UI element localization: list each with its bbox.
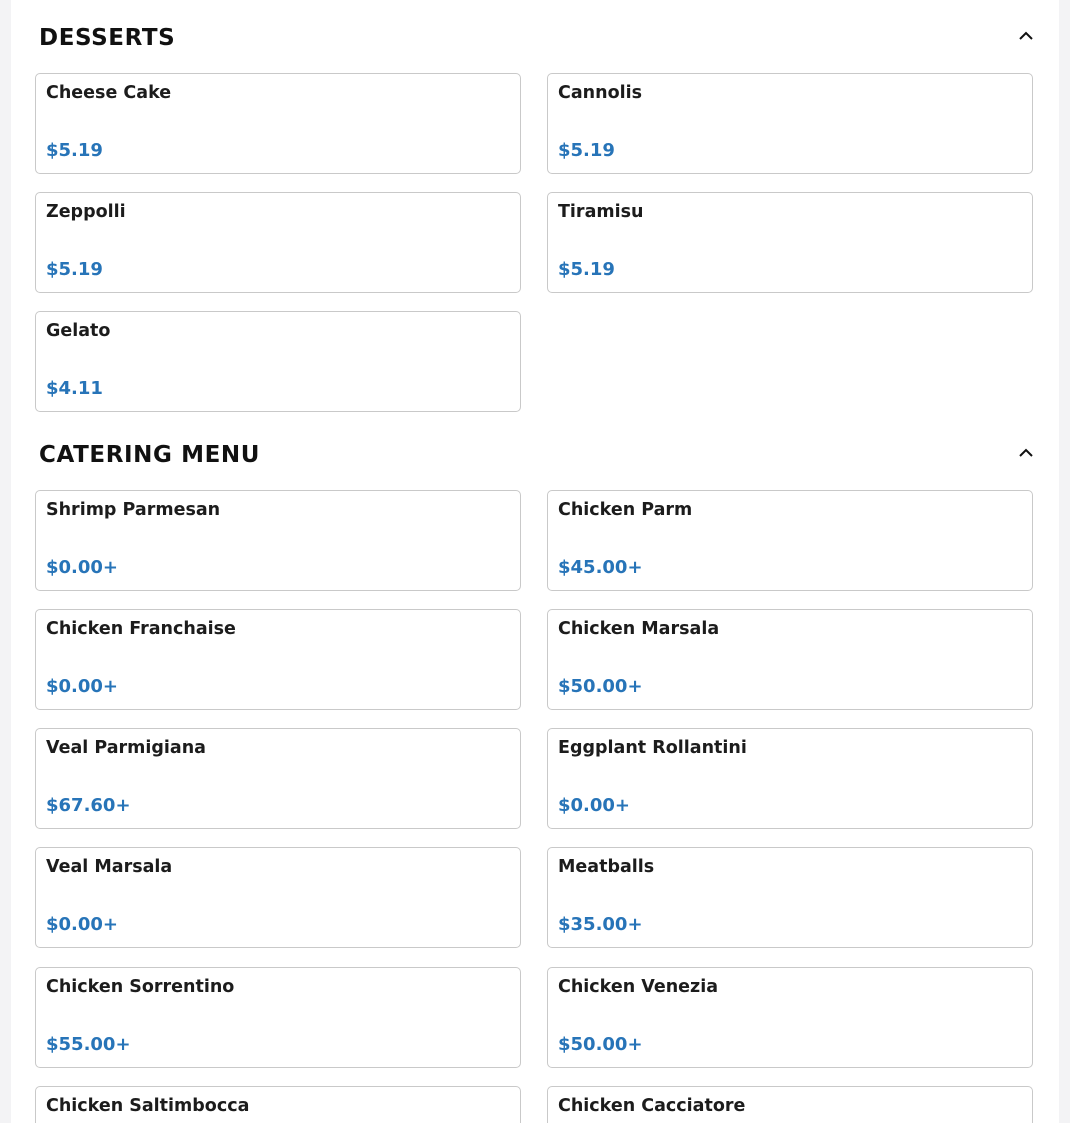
item-name: Chicken Franchaise bbox=[46, 619, 236, 639]
item-price: $5.19 bbox=[558, 140, 615, 161]
item-price: $0.00+ bbox=[46, 914, 119, 935]
item-name: Chicken Venezia bbox=[558, 977, 719, 997]
menu-item-card[interactable] bbox=[35, 609, 521, 710]
item-price: $0.00+ bbox=[558, 795, 631, 816]
chevron-up-icon[interactable] bbox=[1017, 27, 1035, 45]
item-price: $0.00+ bbox=[46, 676, 119, 697]
menu-item-card[interactable] bbox=[547, 1086, 1033, 1123]
section-title: CATERING MENU bbox=[39, 442, 261, 468]
menu-item-card[interactable] bbox=[35, 311, 521, 412]
item-name: Cheese Cake bbox=[46, 83, 172, 103]
menu-item-card[interactable] bbox=[35, 967, 521, 1068]
item-name: Veal Parmigiana bbox=[46, 738, 206, 758]
item-price: $5.19 bbox=[46, 259, 103, 280]
item-price: $55.00+ bbox=[46, 1034, 131, 1055]
menu-item-card[interactable] bbox=[547, 490, 1033, 591]
item-name: Chicken Sorrentino bbox=[46, 977, 235, 997]
item-name: Gelato bbox=[46, 321, 111, 341]
menu-item-card[interactable] bbox=[35, 490, 521, 591]
chevron-up-icon[interactable] bbox=[1017, 444, 1035, 462]
section-header-desserts[interactable] bbox=[39, 18, 1049, 58]
item-name: Chicken Saltimbocca bbox=[46, 1096, 250, 1116]
menu-item-card[interactable] bbox=[35, 728, 521, 829]
item-price: $5.19 bbox=[46, 140, 103, 161]
menu-item-card[interactable] bbox=[35, 73, 521, 174]
section-title: DESSERTS bbox=[39, 25, 176, 51]
item-name: Chicken Cacciatore bbox=[558, 1096, 746, 1116]
menu-item-card[interactable] bbox=[547, 192, 1033, 293]
menu-item-card[interactable] bbox=[35, 847, 521, 948]
menu-item-card[interactable] bbox=[547, 73, 1033, 174]
item-price: $0.00+ bbox=[46, 557, 119, 578]
item-price: $45.00+ bbox=[558, 557, 643, 578]
item-name: Meatballs bbox=[558, 857, 655, 877]
section-header-catering-menu[interactable] bbox=[39, 435, 1049, 475]
item-price: $67.60+ bbox=[46, 795, 131, 816]
item-price: $50.00+ bbox=[558, 676, 643, 697]
item-price: $50.00+ bbox=[558, 1034, 643, 1055]
menu-item-card[interactable] bbox=[35, 192, 521, 293]
item-name: Zeppolli bbox=[46, 202, 126, 222]
menu-item-card[interactable] bbox=[547, 847, 1033, 948]
item-name: Veal Marsala bbox=[46, 857, 173, 877]
item-name: Shrimp Parmesan bbox=[46, 500, 221, 520]
item-price: $5.19 bbox=[558, 259, 615, 280]
item-price: $4.11 bbox=[46, 378, 103, 399]
item-price: $35.00+ bbox=[558, 914, 643, 935]
item-name: Eggplant Rollantini bbox=[558, 738, 747, 758]
item-name: Cannolis bbox=[558, 83, 643, 103]
menu-item-card[interactable] bbox=[547, 728, 1033, 829]
menu-page bbox=[11, 0, 1059, 1123]
menu-item-card[interactable] bbox=[547, 609, 1033, 710]
item-name: Tiramisu bbox=[558, 202, 644, 222]
item-name: Chicken Parm bbox=[558, 500, 693, 520]
menu-item-card[interactable] bbox=[547, 967, 1033, 1068]
menu-item-card[interactable] bbox=[35, 1086, 521, 1123]
item-name: Chicken Marsala bbox=[558, 619, 720, 639]
